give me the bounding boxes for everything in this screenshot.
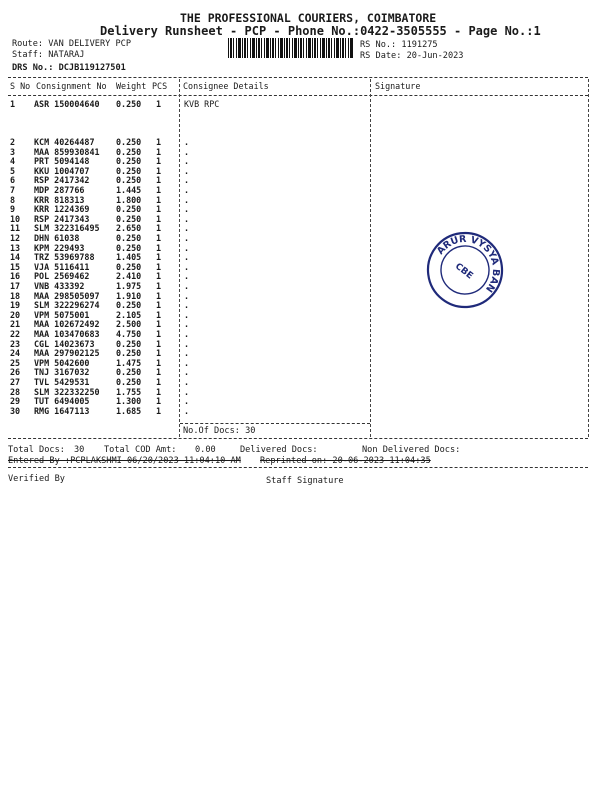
row-consignment: KPM 229493 <box>34 242 85 253</box>
row-consignee: . <box>184 252 190 263</box>
drs-number: DRS No.: DCJB119127501 <box>12 63 126 73</box>
row-consignment: MAA 103470683 <box>34 329 100 339</box>
row-sno: 7 <box>10 185 16 195</box>
row-pcs: 1 <box>156 99 162 109</box>
row-consignment: VNB 433392 <box>34 281 85 291</box>
row-sno: 6 <box>10 175 16 186</box>
row-consignee: . <box>184 290 190 301</box>
row-weight: 2.105 <box>116 309 142 320</box>
table-row <box>0 205 600 215</box>
company-title: THE PROFESSIONAL COURIERS, COIMBATORE <box>180 11 437 25</box>
row-consignment: ASR 150004640 <box>34 99 100 109</box>
row-consignee: KVB RPC <box>184 99 220 109</box>
row-sno: 4 <box>10 156 16 167</box>
row-consignment: TUT 6494005 <box>34 396 90 407</box>
row-consignee: . <box>184 319 190 330</box>
row-consignment: MAA 297902125 <box>34 348 100 359</box>
row-consignee: . <box>184 233 190 243</box>
row-weight: 0.250 <box>116 137 142 147</box>
total-cod-label: Total COD Amt: <box>104 445 177 455</box>
total-docs-label: Total Docs: <box>8 445 65 455</box>
row-weight: 0.250 <box>116 242 142 253</box>
row-sno: 27 <box>10 377 21 387</box>
table-row <box>0 263 600 273</box>
row-consignment: MAA 298505097 <box>34 290 100 301</box>
row-weight: 1.910 <box>116 290 142 301</box>
total-docs-value: 30 <box>74 445 85 455</box>
row-consignee: . <box>184 185 190 195</box>
row-consignee: . <box>184 213 190 224</box>
verified-by: Verified By <box>8 474 65 484</box>
row-consignment: TRZ 53969788 <box>34 252 95 263</box>
row-consignee: . <box>184 300 190 311</box>
table-row <box>0 368 600 378</box>
row-consignee: . <box>184 405 190 416</box>
staff-label: Staff: NATARAJ <box>12 50 85 60</box>
row-consignee: . <box>184 137 190 147</box>
table-row <box>0 407 600 417</box>
row-consignee: . <box>184 271 190 282</box>
non-delivered-docs: Non Delivered Docs: <box>362 445 461 455</box>
row-pcs: 1 <box>156 213 162 224</box>
row-pcs: 1 <box>156 137 162 147</box>
divider <box>8 467 588 468</box>
row-pcs: 1 <box>156 175 162 186</box>
row-consignment: DHN 61038 <box>34 233 80 243</box>
row-sno: 9 <box>10 204 16 215</box>
table-row <box>0 388 600 398</box>
row-pcs: 1 <box>156 242 162 253</box>
no-of-docs: No.Of Docs: 30 <box>183 426 256 436</box>
row-pcs: 1 <box>156 271 162 282</box>
row-weight: 1.445 <box>116 185 142 195</box>
route-label: Route: VAN DELIVERY PCP <box>12 39 131 49</box>
row-sno: 18 <box>10 290 21 301</box>
row-pcs: 1 <box>156 319 162 330</box>
row-consignment: RMG 1647113 <box>34 405 90 416</box>
row-consignee: . <box>184 194 190 205</box>
row-consignee: . <box>184 386 190 397</box>
row-weight: 0.250 <box>116 367 142 378</box>
row-consignment: SLM 322332250 <box>34 386 100 397</box>
row-sno: 15 <box>10 261 21 272</box>
row-pcs: 1 <box>156 204 162 215</box>
row-pcs: 1 <box>156 165 162 176</box>
row-pcs: 1 <box>156 281 162 291</box>
col-sno: S No <box>10 81 31 91</box>
row-pcs: 1 <box>156 386 162 397</box>
row-weight: 0.250 <box>116 165 142 176</box>
row-consignment: TNJ 3167032 <box>34 367 90 378</box>
row-pcs: 1 <box>156 223 162 234</box>
row-sno: 16 <box>10 271 21 282</box>
table-header <box>0 82 600 92</box>
table-row <box>0 176 600 186</box>
row-pcs: 1 <box>156 233 162 243</box>
row-weight: 1.300 <box>116 396 142 407</box>
table-row <box>0 253 600 263</box>
row-consignment: KCM 40264487 <box>34 137 95 147</box>
row-pcs: 1 <box>156 290 162 301</box>
stamp-center: CBE <box>452 261 475 282</box>
col-pcs: PCS <box>152 81 168 91</box>
row-consignee: . <box>184 223 190 234</box>
row-consignment: POL 2569462 <box>34 271 90 282</box>
row-weight: 2.650 <box>116 223 142 234</box>
divider <box>180 423 370 424</box>
table-row <box>0 148 600 158</box>
row-pcs: 1 <box>156 300 162 311</box>
entered-by: Entered By :PCPLAKSHMI 06/20/2023 11:04:10 AM <box>8 456 241 466</box>
table-row <box>0 167 600 177</box>
row-consignment: SLM 322296274 <box>34 300 100 311</box>
row-sno: 5 <box>10 165 16 176</box>
row-sno: 11 <box>10 223 21 234</box>
row-consignee: . <box>184 367 190 378</box>
row-pcs: 1 <box>156 146 162 157</box>
row-consignee: . <box>184 281 190 291</box>
row-sno: 21 <box>10 319 21 330</box>
row-sno: 17 <box>10 281 21 291</box>
row-weight: 1.475 <box>116 357 142 368</box>
row-weight: 0.250 <box>116 175 142 186</box>
row-weight: 0.250 <box>116 348 142 359</box>
row-consignment: PRT 5094148 <box>34 156 90 167</box>
row-weight: 0.250 <box>116 338 142 349</box>
row-sno: 8 <box>10 194 16 205</box>
row-consignment: RSP 2417342 <box>34 175 90 186</box>
row-consignment: RSP 2417343 <box>34 213 90 224</box>
row-sno: 29 <box>10 396 21 407</box>
row-weight: 2.410 <box>116 271 142 282</box>
bank-seal-icon <box>425 230 505 310</box>
row-weight: 0.250 <box>116 377 142 387</box>
row-sno: 19 <box>10 300 21 311</box>
row-weight: 4.750 <box>116 329 142 339</box>
row-weight: 1.800 <box>116 194 142 205</box>
table-row <box>0 359 600 369</box>
table-row <box>0 224 600 234</box>
svg-text:KARUR VYSYA BANK <box>429 230 505 295</box>
row-sno: 30 <box>10 405 21 416</box>
row-sno: 23 <box>10 338 21 349</box>
row-weight: 0.250 <box>116 261 142 272</box>
row-sno: 12 <box>10 233 21 243</box>
divider <box>8 77 588 78</box>
row-weight: 1.755 <box>116 386 142 397</box>
row-pcs: 1 <box>156 357 162 368</box>
row-consignee: . <box>184 204 190 215</box>
row-weight: 1.975 <box>116 281 142 291</box>
row-consignment: VPM 5075001 <box>34 309 90 320</box>
row-sno: 26 <box>10 367 21 378</box>
table-row <box>0 100 600 110</box>
col-consignment: Consignment No <box>36 81 107 91</box>
row-weight: 0.250 <box>116 213 142 224</box>
row-sno: 20 <box>10 309 21 320</box>
col-weight: Weight <box>116 81 147 91</box>
row-weight: 0.250 <box>116 233 142 243</box>
col-consignee: Consignee Details <box>183 81 269 91</box>
table-row <box>0 349 600 359</box>
row-consignee: . <box>184 156 190 167</box>
row-pcs: 1 <box>156 309 162 320</box>
row-pcs: 1 <box>156 348 162 359</box>
row-consignee: . <box>184 396 190 407</box>
row-pcs: 1 <box>156 261 162 272</box>
divider <box>8 438 588 439</box>
row-consignment: CGL 14023673 <box>34 338 95 349</box>
row-consignee: . <box>184 377 190 387</box>
row-consignment: KRR 818313 <box>34 194 85 205</box>
table-row <box>0 196 600 206</box>
row-pcs: 1 <box>156 367 162 378</box>
row-consignment: KKU 1004707 <box>34 165 90 176</box>
row-pcs: 1 <box>156 156 162 167</box>
row-consignee: . <box>184 175 190 186</box>
row-consignment: MAA 102672492 <box>34 319 100 330</box>
rs-number: RS No.: 1191275 <box>360 40 438 50</box>
row-pcs: 1 <box>156 185 162 195</box>
row-pcs: 1 <box>156 252 162 263</box>
barcode-icon <box>228 38 354 58</box>
table-row <box>0 397 600 407</box>
row-consignee: . <box>184 329 190 339</box>
reprinted-on: Reprinted on: 20-06-2023 11:04:35 <box>260 456 431 466</box>
row-weight: 1.405 <box>116 252 142 263</box>
row-sno: 3 <box>10 146 16 157</box>
row-sno: 22 <box>10 329 21 339</box>
row-consignment: VJA 5116411 <box>34 261 90 272</box>
row-pcs: 1 <box>156 396 162 407</box>
row-consignment: VPM 5042600 <box>34 357 90 368</box>
row-sno: 2 <box>10 137 16 147</box>
row-pcs: 1 <box>156 377 162 387</box>
row-pcs: 1 <box>156 329 162 339</box>
table-row <box>0 186 600 196</box>
table-row <box>0 234 600 244</box>
row-consignment: MAA 859930841 <box>34 146 100 157</box>
row-sno: 1 <box>10 99 16 109</box>
row-consignee: . <box>184 348 190 359</box>
row-consignee: . <box>184 309 190 320</box>
staff-signature: Staff Signature <box>266 476 344 486</box>
row-weight: 0.250 <box>116 156 142 167</box>
row-consignee: . <box>184 261 190 272</box>
row-consignee: . <box>184 338 190 349</box>
table-row <box>0 272 600 282</box>
row-pcs: 1 <box>156 338 162 349</box>
row-sno: 13 <box>10 242 21 253</box>
row-weight: 1.685 <box>116 405 142 416</box>
row-weight: 2.500 <box>116 319 142 330</box>
delivered-docs: Delivered Docs: <box>240 445 318 455</box>
row-sno: 28 <box>10 386 21 397</box>
divider <box>8 95 588 96</box>
row-weight: 0.250 <box>116 99 142 109</box>
row-pcs: 1 <box>156 194 162 205</box>
row-sno: 14 <box>10 252 21 263</box>
row-consignment: TVL 5429531 <box>34 377 90 387</box>
row-pcs: 1 <box>156 405 162 416</box>
stamp-text: KARUR VYSYA BANK <box>434 233 502 295</box>
row-consignee: . <box>184 242 190 253</box>
table-row <box>0 301 600 311</box>
rs-date: RS Date: 20-Jun-2023 <box>360 51 464 61</box>
row-weight: 0.250 <box>116 204 142 215</box>
row-consignment: KRR 1224369 <box>34 204 90 215</box>
row-consignment: MDP 287766 <box>34 185 85 195</box>
row-consignee: . <box>184 357 190 368</box>
row-consignee: . <box>184 165 190 176</box>
row-sno: 24 <box>10 348 21 359</box>
row-sno: 10 <box>10 213 21 224</box>
row-consignee: . <box>184 146 190 157</box>
row-weight: 0.250 <box>116 146 142 157</box>
row-sno: 25 <box>10 357 21 368</box>
runsheet-title: Delivery Runsheet - PCP - Phone No.:0422-3505555 - Page No.:1 <box>100 24 541 38</box>
row-consignment: SLM 322316495 <box>34 223 100 234</box>
table-row <box>0 157 600 167</box>
col-signature: Signature <box>375 81 421 91</box>
total-cod-value: 0.00 <box>195 445 216 455</box>
row-weight: 0.250 <box>116 300 142 311</box>
